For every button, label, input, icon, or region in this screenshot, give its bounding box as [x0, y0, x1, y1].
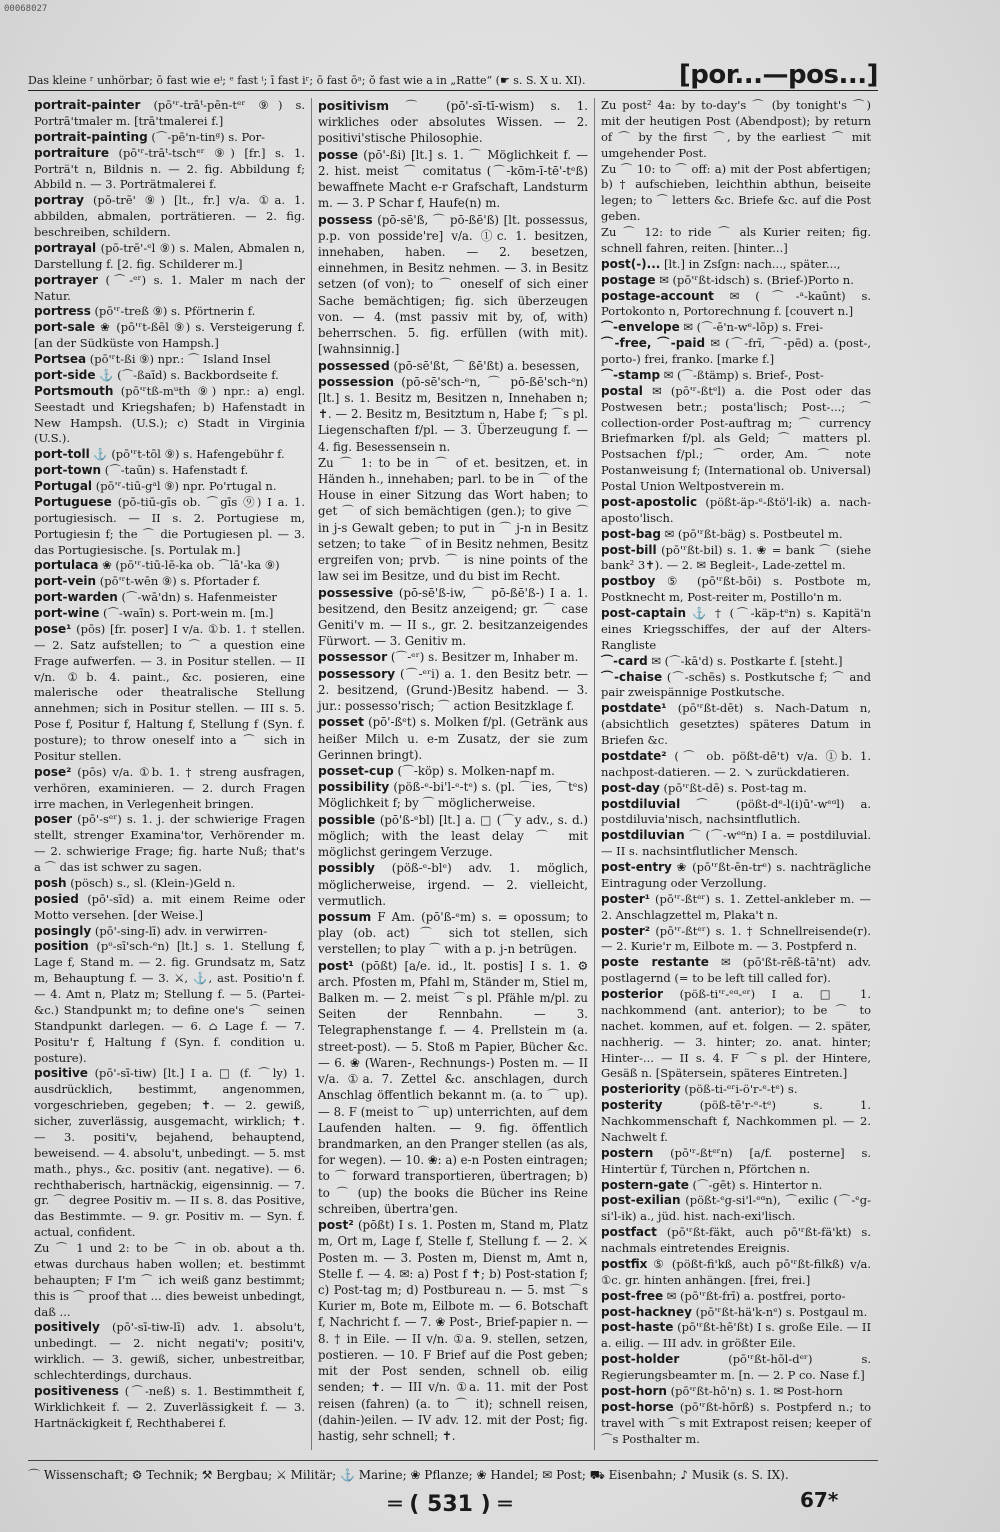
dictionary-columns [28, 98, 878, 1450]
entry-definition: (pō'-sī-tiw) [lt.] I a. □ (f. ⌒ly) 1. ausdrücklich, bestimmt, angenommen, vorgeschrieben, gegeben; ✝. — 2. gewiß, sicher, zuverlässig, ausgemacht, wirklich; ✝. — 3. positi'v, bejahend, behauptend, beweisend. — 4. absolu't, unbedingt. — 5. mst math., phys., &c. positiv (ant. negative). — 6. rechthaberisch, hartnäckig, eigensinnig. — 7. gr. ⌒ degree Positiv m. — II s. 8. das Positive, das Bestimmte. — 9. gr. Positiv m. — Syn. f. actual, confident. [34, 1066, 305, 1240]
entry-headword: posterior [601, 987, 664, 1001]
entry-headword: ⌒-stamp [601, 367, 661, 382]
entry-headword: postdate² [601, 748, 667, 763]
entry-headword: port-town [34, 463, 102, 478]
entry-definition: (⌒-ᵉʳ) s. Besitzer m, Inhaber m. [390, 650, 579, 665]
dictionary-entry [318, 714, 588, 763]
entry-headword: positively [34, 1320, 100, 1335]
dictionary-entry [601, 495, 871, 527]
entry-headword: post-apostolic [601, 494, 698, 509]
entry-definition: ✉ (⌒-ßtämp) s. Brief-, Post- [663, 367, 824, 382]
entry-definition: (pō-sē'ß, ⌒ pō-ßē'ß) [lt. possessus, p.p. von posside're] v/a. ①c. 1. besitzen, innehaben, haben. — 2. besetzen, einnehmen, in Besitz nehmen. — 3. in Besitz setzen (of von); to ⌒ oneself of sich einer Sache bemächtigen; fig. sich überzeugen von. — 4. (mst passiv mit by, of, with) beherrschen. 5. fig. erfüllen (with mit). [wahnsinnig.] [318, 212, 588, 357]
entry-definition: (pō'ʳtß-mᵘth ⑨) npr.: a) engl. Seestadt und Kriegshafen; b) Hafenstadt in New Hampsh. (U.S.); c) Stadt in Virginia (U.S.). [34, 383, 305, 446]
dictionary-entry [318, 812, 588, 861]
entry-definition: (pō'ʳßt-bil) s. 1. ❀ = bank ⌒ (siehe bank² 3✝). — 2. ✉ Begleit-, Lade-zettel m. [601, 542, 872, 573]
dictionary-entry [601, 1289, 871, 1305]
entry-headword: post-horn [601, 1383, 667, 1398]
dictionary-entry [601, 384, 871, 495]
dictionary-entry [318, 358, 588, 374]
entry-definition: (pöß-tē'r-ᵉ-tᵉ) s. 1. Nachkommenschaft f, Nachkommen pl. — 2. Nachwelt f. [601, 1098, 871, 1144]
entry-definition: (pō'ʳ-ßtᵉʳ) s. 1. Zettel-ankleber m. — 2. Anschlagzettel m, Plaka't n. [601, 891, 872, 922]
entry-headword: post-entry [601, 860, 672, 874]
sheet-mark: 67* [800, 1488, 839, 1512]
entry-headword: postdate¹ [601, 701, 667, 716]
dictionary-entry [601, 257, 871, 273]
entry-definition: (⌒-gēt) s. Hintertor n. [692, 1177, 823, 1192]
entry-definition: ✉ (pō'ßt-rēß-tā'nt) adv. postlagernd (= to be left till called for). [601, 955, 871, 986]
entry-headword: port-wine [34, 606, 100, 620]
entry-definition: (pō-trē'-ᵉl ⑨) s. Malen, Abmalen n, Darstellung f. [2. fig. Schilderer m.] [34, 240, 305, 271]
entry-headword: post¹ [318, 958, 354, 973]
entry-definition: (pōßt) [a/e. id., lt. postis] I s. 1. ⚙ arch. Pfosten m, Pfahl m, Ständer m, Stiel m, Balken m. — 2. meist ⌒s pl. Pfähle m/pl. zu Seiten der Rennbahn. — 3. Telegraphenstange f. — 4. Prellstein m (a. street-post). — 5. Stoß m Papier, Bücher &c. — 6. ❀ (Waren-, Rechnungs-) Posten m. — II v/a. ①a. 7. Zettel &c. anschlagen, durch Anschlag öffentlich bekannt m. (a. to ⌒ up). — 8. F (meist to ⌒ up) unterrichten, auf dem Laufenden halten. — 9. fig. öffentlich brandmarken, an den Pranger stellen (as als, for wegen). — 10. ❀: a) e-n Posten eintragen; to ⌒ forward transportieren, übertragen; b) to ⌒ (up) the books die Bücher ins Reine schreiben, übertra'gen. [318, 958, 589, 1216]
entry-definition: (pō-sē'ß-iw, ⌒ pō-ßē'ß-) I a. 1. besitzend, den Besitz anzeigend; gr. ⌒ case Geniti'v m. — II s., gr. 2. besitzanzeigendes Fürwort. — 3. Genitiv m. [318, 585, 588, 649]
entry-headword: portress [34, 304, 91, 319]
entry-headword: possum [318, 909, 372, 924]
dictionary-entry [318, 909, 588, 958]
dictionary-entry [601, 98, 871, 162]
entry-definition: (⌒-wā'dn) s. Hafenmeister [121, 590, 277, 605]
entry-definition: Zu post² 4a: by to-day's ⌒ (by tonight's ⌒) mit der heutigen Post (Abendpost); by return of ⌒ by the first ⌒, by the earliest ⌒ mit umgehender Post. [601, 98, 871, 160]
entry-headword: posh [34, 875, 67, 890]
dictionary-entry [34, 368, 305, 384]
entry-definition: ❀ (pō'ʳßt-ēn-trᵉ) s. nachträgliche Eintragung oder Verzollung. [601, 860, 872, 890]
entry-headword: port-vein [34, 574, 97, 589]
entry-definition: (⌒ ob. pößt-dē't) v/a. ①b. 1. nachpost-datieren. — 2. ↘ zurückdatieren. [601, 748, 871, 779]
dictionary-entry [318, 1217, 588, 1444]
dictionary-entry [318, 649, 588, 665]
dictionary-entry [318, 147, 588, 212]
dictionary-entry [601, 1257, 871, 1289]
entry-definition: (pō'ʳßt-dēt) s. Nach-Datum n, (absichtlich gesetztes) späteres Datum in Briefen &c. [601, 701, 871, 747]
entry-definition: ⚓ (⌒-ßaīd) s. Backbordseite f. [99, 367, 279, 382]
entry-definition: (⌒-köp) s. Molken-napf m. [397, 763, 555, 778]
entry-definition: (pō'ʳt-wēn ⑨) s. Pfortader f. [99, 574, 261, 589]
dictionary-entry [34, 1066, 305, 1241]
entry-headword: post-bag [601, 526, 661, 541]
entry-headword: posingly [34, 923, 92, 938]
entry-definition: (pō'ʳ-trāᵗ-tschᵉʳ ⑨) [fr.] s. 1. Porträ't n, Bildnis n. — 2. fig. Abbildung f; Abbild n. — 3. Porträtmalerei f. [34, 145, 306, 192]
dictionary-entry [318, 779, 588, 811]
entry-headword: poster¹ [601, 891, 651, 906]
entry-definition: ⌒ (⌒-wᵉᵅn) I a. = postdiluvial. — II s. nachsintflutlicher Mensch. [601, 828, 871, 859]
entry-headword: possessive [318, 585, 394, 600]
dictionary-entry [318, 212, 588, 358]
dictionary-entry [601, 543, 871, 575]
entry-headword: port-sale [34, 320, 95, 335]
entry-headword: poste restante [601, 955, 709, 970]
entry-definition: (pößt-ᵉg-si'l-ᵉᵅn), ⌒exilic (⌒-ᵉg-si'l-ik) a., jüd. hist. nach-exi'lisch. [601, 1193, 872, 1224]
pronunciation-key: Das kleine ʳ unhörbar; ō fast wie eⁱ; ᵉ fast ⁱ; ī fast iʳ; ō fast ōᵃ; ŏ fast wie a in „Ratte“ (☛ s. S. X u. XI). [28, 74, 586, 87]
entry-headword: ⌒-chaise [601, 669, 663, 684]
dictionary-entry [318, 763, 588, 779]
entry-headword: post-haste [601, 1320, 674, 1335]
dictionary-entry [34, 98, 305, 130]
entry-definition: (pō'ʳßt-hä'k-nᵉ) s. Postgaul m. [695, 1304, 868, 1319]
entry-definition: [lt.] in Zsſgn: nach..., später..., [664, 256, 841, 271]
entry-definition: (pō'-sing-lī) adv. in verwirren- [94, 923, 268, 938]
dictionary-entry [601, 749, 871, 781]
entry-headword: posied [34, 891, 79, 906]
entry-headword: possibility [318, 780, 390, 795]
entry-definition: (pöß-ti-ᵉʳi-ö'r-ᵉ-tᵉ) s. [684, 1082, 798, 1097]
entry-headword: postfix [601, 1256, 648, 1271]
entry-headword: post-day [601, 780, 660, 795]
entry-definition: ⑤ (pößt-fi'kß, auch pō'ʳßt-filkß) v/a. ①c. gr. hinten anhängen. [frei, frei.] [601, 1256, 871, 1287]
column-left [28, 98, 311, 1450]
entry-definition: (pō'ʳßt-hō'n) s. 1. ✉ Post-horn [670, 1383, 843, 1398]
entry-definition: (pō'ʳßt-hōrß) s. Postpferd n.; to travel with ⌒s mit Extrapost reisen; keeper of ⌒s Posthalter m. [601, 1399, 871, 1446]
entry-headword: portraiture [34, 145, 109, 160]
dictionary-entry [601, 670, 871, 702]
entry-definition: ✉ (⌒-kā'd) s. Postkarte f. [steht.] [651, 653, 843, 668]
entry-headword: post(-)... [601, 256, 661, 271]
entry-headword: post-captain [601, 606, 686, 620]
entry-headword: pose¹ [34, 621, 72, 636]
entry-headword: positiveness [34, 1383, 119, 1398]
dictionary-entry [601, 654, 871, 670]
dictionary-entry [34, 622, 305, 765]
entry-definition: (pō'ʳ-tiū-gᵃl ⑨) npr. Po'rtugal n. [95, 479, 277, 493]
dictionary-entry [34, 479, 305, 495]
entry-headword: position [34, 939, 89, 954]
dictionary-entry [601, 1320, 871, 1352]
dictionary-entry [34, 574, 305, 590]
entry-definition: (pō-tiū-gīs ob. ⌒gīs ⑨) I a. 1. portugiesisch. — II s. 2. Portugiese m, Portugiesin f; the ⌒ die Portugiesen pl. — 3. das Portugiesische. [s. Portulak m.] [34, 494, 305, 557]
entry-headword: positive [34, 1066, 88, 1081]
entry-definition: (⌒-schēs) s. Postkutsche f; ⌒ and pair zweispännige Postkutsche. [601, 669, 871, 700]
dictionary-entry [601, 828, 871, 860]
entry-definition: ✉ (⌒-ē'n-wᵉ-lōp) s. Frei- [683, 320, 824, 335]
entry-headword: portrayal [34, 240, 97, 255]
entry-definition: (pō'-ßᵉt) s. Molken f/pl. (Getränk aus heißer Milch u. e-m Zusatz, der sie zum Gerinnen bringt). [318, 715, 588, 762]
entry-definition: (pōßt) I s. 1. Posten m, Stand m, Platz m, Ort m, Lage f, Stelle f, Stellung f. — 2. ⚔ Posten m. — 3. Posten m, Dienst m, Amt n, Stelle f. — 4. ✉: a) Post f ✝; b) Post-station f; c) Post-tag m; d) Postbureau n. — 5. mst ⌒s Kurier m, Bote m, Eilbote m. — 6. Botschaft f, Nachricht f. — 7. ❀ Post-, Brief-papier n. — 8. † in Eile. — II v/n. ①a. 9. stellen, setzen, postieren. — 10. F Brief auf die Post geben; mit der Post senden, schnell ob. eilig senden; ✝. — III v/n. ①a. 11. mit der Post reisen (fahren) (a. to ⌒ it); schnell reisen, (dahin-)eilen. — IV adv. 12. mit der Post; fig. hastig, sehr schnell; ✝. [318, 1218, 588, 1443]
entry-definition: (pō'ʳ-trāᵗ-pēn-tᵉʳ ⑨) s. Portrā'tmaler m. [trā'tmalerei f.] [34, 98, 306, 128]
entry-definition: (⌒-taūn) s. Hafenstadt f. [104, 463, 249, 478]
dictionary-entry [601, 1146, 871, 1178]
entry-headword: post-exilian [601, 1193, 681, 1208]
entry-definition: Zu ⌒ 10: to ⌒ off: a) mit der Post abfertigen; b) † aufschieben, leichthin abthun, beiseite legen; to ⌒ letters &c. Briefe &c. auf die Post geben. [601, 161, 871, 224]
entry-definition: ✉ (⌒-frī, ⌒-pēd) a. (post-, porto-) frei, franko. [marke f.] [601, 336, 872, 366]
dictionary-entry [601, 289, 871, 321]
dictionary-entry [34, 765, 305, 813]
entry-headword: post-bill [601, 542, 657, 557]
entry-headword: posset-cup [318, 763, 394, 778]
entry-headword: possessor [318, 650, 388, 665]
footer-rule [28, 1460, 878, 1461]
entry-headword: portrait-painting [34, 129, 148, 144]
entry-headword: post-free [601, 1288, 664, 1303]
entry-definition: (pō-sē'ßt, ⌒ ßē'ßt) a. besessen, [393, 358, 580, 373]
dictionary-entry [601, 1098, 871, 1146]
symbol-key: ⌒ Wissenschaft; ⚙ Technik; ⚒ Bergbau; ⚔ Militär; ⚓ Marine; ❀ Pflanze; ❀ Handel; ✉ Post; ⛟ Eisenbahn; ♪ Musik (s. S. IX). [28, 1468, 789, 1482]
dictionary-entry [34, 892, 305, 924]
entry-headword: ⌒-envelope [601, 320, 680, 335]
dictionary-entry [601, 955, 871, 987]
dictionary-entry [601, 527, 871, 543]
entry-headword: postfact [601, 1225, 657, 1240]
entry-definition: (pößt-äp-ᵉ-ßtö'l-ik) a. nach-aposto'lisch. [601, 494, 872, 525]
entry-headword: possible [318, 812, 376, 827]
entry-headword: portrayer [34, 272, 99, 287]
entry-headword: Portsea [34, 352, 87, 366]
entry-headword: portray [34, 193, 84, 208]
dictionary-entry [34, 1241, 305, 1320]
entry-definition: (pō'ʳ-ßtᵉʳ) s. 1. † Schnellreisende(r). — 2. Kurie'r m, Eilbote m. — 3. Postpferd n. [601, 923, 872, 954]
entry-definition: ✉ (pō'ʳßt-frī) a. postfrei, porto- [666, 1288, 846, 1303]
entry-definition: ✉ (pō'ʳ-ßtᵉl) a. die Post oder das Postwesen betr.; posta'lisch; Post-...; ⌒ collection-order Post-auftrag m; ⌒ currency Briefmarken f/pl. als Geld; ⌒ matters pl. Postsachen f/pl.; ⌒ order, Am. ⌒ note Postanweisung f; (International ob. Universal) Postal Union Weltpostverein m. [601, 383, 872, 493]
column-middle [311, 98, 594, 1450]
entry-headword: port-side [34, 367, 96, 382]
entry-headword: positivism [318, 99, 389, 113]
entry-definition: (pō'ʳßt-hōl-dᵉʳ) s. Regierungsbeamter m. [n. — 2. P co. Nase f.] [601, 1352, 872, 1382]
dictionary-entry [601, 368, 871, 384]
dictionary-entry [34, 130, 305, 146]
entry-headword: postal [601, 383, 643, 398]
entry-definition: (pō'ʳ-ßtᵉʳn) [a/f. posterne] s. Hintertür f, Türchen n, Pförtchen n. [601, 1145, 872, 1176]
entry-definition: (pō'ʳt-ßi ⑨) npr.: ⌒ Island Insel [89, 352, 271, 366]
entry-definition: (pō'ß-ᵉbl) [lt.] a. □ (⌒y adv., s. d.) möglich; with the least delay ⌒ mit möglichst geringem Verzuge. [318, 812, 588, 860]
dictionary-entry [34, 1320, 305, 1384]
entry-definition: Zu ⌒ 1: to be in ⌒ of et. besitzen, et. in Händen h., innehaben; parl. to be in ⌒ of the House in einer Sitzung das Wort haben; to get ⌒ of sich bemächtigen (gen.); to give ⌒ in j-s Gewalt geben; to put in ⌒ j-n in Besitz setzen; to take ⌒ of in Besitz nehmen, Besitz ergreifen von; prvb. ⌒ is nine points of the law sei im Besitze, und du bist im Recht. [318, 455, 588, 584]
dictionary-entry [601, 1384, 871, 1400]
dictionary-entry [318, 860, 588, 909]
entry-definition: (pō'ʳßt-hē'ßt) I s. große Eile. — II a. eilig. — III adv. in größter Eile. [601, 1320, 871, 1351]
entry-definition: (⌒-ᵉʳ) s. 1. Maler m nach der Natur. [34, 272, 306, 303]
entry-headword: Portugal [34, 479, 93, 493]
dictionary-entry [601, 924, 871, 956]
dictionary-entry [34, 304, 305, 320]
page-number: ═ ( 531 ) ═ [388, 1492, 512, 1517]
entry-headword: postage [601, 272, 656, 287]
entry-definition: (pō'-sᵉʳ) s. 1. j. der schwierige Fragen stellt, strenger Examina'tor, Verhörender m. — 2. schwierige Frage; fig. harte Nuß; that's a ⌒ das ist schwer zu sagen. [34, 812, 306, 874]
entry-headword: port-warden [34, 590, 118, 605]
entry-headword: posterity [601, 1098, 663, 1113]
dictionary-entry [34, 606, 305, 622]
entry-definition: (pōs) v/a. ①b. 1. † streng ausfragen, verhören, examinieren. — 2. durch Fragen irre machen, in Verlegenheit bringen. [34, 764, 306, 811]
dictionary-entry [34, 495, 305, 559]
dictionary-entry [601, 225, 871, 257]
dictionary-entry [34, 812, 305, 876]
dictionary-entry [601, 701, 871, 749]
entry-headword: posse [318, 147, 359, 162]
dictionary-entry [34, 146, 305, 194]
dictionary-entry [34, 241, 305, 273]
entry-definition: (pō-trē' ⑨) [lt., fr.] v/a. ①a. 1. abbilden, abmalen, porträtieren. — 2. fig. beschreiben, schildern. [34, 193, 305, 239]
dictionary-entry [318, 98, 588, 147]
entry-headword: poster² [601, 923, 651, 938]
dictionary-entry [601, 797, 871, 829]
entry-headword: ⌒-free, ⌒-paid [601, 336, 706, 351]
dictionary-entry [601, 574, 871, 606]
entry-headword: portrait-painter [34, 98, 141, 112]
entry-definition: ⑤ (pō'ʳßt-bōi) s. Postbote m, Postknecht m, Post-reiter m, Postillo'n m. [601, 574, 872, 605]
dictionary-entry [601, 1352, 871, 1384]
dictionary-entry [34, 384, 305, 448]
entry-definition: ✉ (pō'ʳßt-bäg) s. Postbeutel m. [664, 526, 843, 541]
dictionary-entry [601, 1082, 871, 1098]
entry-headword: Portuguese [34, 494, 112, 509]
entry-headword: possibly [318, 861, 375, 876]
entry-definition: (pō'ʳ-treß ⑨) s. Pförtnerin f. [94, 304, 256, 319]
entry-definition: (pöß-ti'ʳ-ᵉᵅ-ᵉʳ) I a. □ 1. nachkommend (ant. anterior); to be ⌒ to nachet. kommen, auf et. folgen. — 2. später, nachherig. — 3. hinter; zo. anat. hinter; Hinter-... — II s. 4. F ⌒s pl. der Hintere, Gesäß n. [Spätersein, späteres Eintreten.] [601, 987, 872, 1081]
dictionary-entry [601, 987, 871, 1082]
entry-definition: ✉ (⌒-ᵃ-kaūnt) s. Portokonto n, Portorechnung f. [couvert n.] [601, 288, 871, 319]
dictionary-entry [601, 336, 871, 368]
entry-headword: port-toll [34, 447, 90, 462]
dictionary-entry [601, 273, 871, 289]
entry-definition: (pösch) s., sl. (Klein-)Geld n. [70, 875, 236, 890]
entry-definition: Zu ⌒ 1 und 2: to be ⌒ in ob. about a th. etwas durchaus haben wollen; et. bestimmt behaupten; F I'm ⌒ ich weiß ganz bestimmt; this is ⌒ proof that ... dies beweist unbedingt, daß ... [34, 1241, 305, 1319]
dictionary-entry [318, 666, 588, 715]
dictionary-entry [34, 273, 305, 305]
entry-definition: F Am. (pō'ß-ᵉm) s. = opossum; to play (ob. act) ⌒ sich tot stellen, sich verstellen; to play ⌒ with a p. j-n betrügen. [318, 909, 588, 957]
entry-headword: posset [318, 715, 364, 730]
dictionary-entry [601, 1225, 871, 1257]
entry-definition: (pō'-sī-tiw-lī) adv. 1. absolu't, unbedingt. — 2. nicht negati'v; positi'v, wirklich. — 3. gewiß, sicher, unbestreitbar, schlechterdings, durchaus. [34, 1320, 306, 1382]
entry-headword: possess [318, 212, 373, 227]
entry-definition: (⌒-neß) s. 1. Bestimmtheit f, Wirklichkeit f. — 2. Zuverlässigkeit f. — 3. Hartnäckigkeit f, Rechthaberei f. [34, 1383, 305, 1430]
entry-definition: ❀ (pō'ʳt-ßēl ⑨) s. Versteigerung f. [an der Südküste von Hampsh.] [34, 320, 306, 351]
dictionary-entry [34, 447, 305, 463]
entry-headword: postdiluvian [601, 828, 685, 843]
dictionary-entry [601, 781, 871, 797]
entry-headword: ⌒-card [601, 653, 648, 668]
entry-definition: ❀ (pō'ʳ-tiū-lē-ka ob. ⌒lā'-ka ⑨) [102, 558, 280, 573]
entry-definition: (⌒-waīn) s. Port-wein m. [m.] [103, 606, 274, 620]
entry-definition: (pöß-ᵉ-blᵉ) adv. 1. möglich, möglicherweise, irgend. — 2. vielleicht, vermutlich. [318, 861, 588, 908]
entry-definition: (⌒-ᵉʳi) a. 1. den Besitz betr. — 2. besitzend, (Grund-)Besitz habend. — 3. jur.: possesso'risch; ⌒ action Besitzklage f. [318, 666, 588, 714]
entry-definition: ⚓ † (⌒-käp-tᵉn) s. Kapitä'n eines Kriegsschiffes, der auf der Alters-Rangliste [601, 606, 872, 652]
dictionary-entry [601, 1400, 871, 1448]
entry-headword: possession [318, 374, 394, 389]
entry-definition: (pō'-ßi) [lt.] s. 1. ⌒ Möglichkeit f. — 2. hist. meist ⌒ comitatus (⌒-kōm-ī-tē'-tᵉß) bewaffnete Macht e-r Grafschaft, Landsturm m. — 3. P Schar f, Haufe(n) m. [318, 147, 588, 211]
running-head: [por...—pos...] [678, 60, 878, 90]
entry-headword: posteriority [601, 1082, 681, 1097]
entry-headword: post-holder [601, 1352, 680, 1367]
entry-headword: Portsmouth [34, 383, 114, 398]
entry-definition: (pō'ʳßt-fäkt, auch pō'ʳßt-fä'kt) s. nachmals eintretendes Ereignis. [601, 1225, 871, 1255]
entry-headword: post-hackney [601, 1304, 692, 1319]
entry-definition: ✉ (pō'ʳßt-idsch) s. (Brief-)Porto n. [659, 272, 854, 287]
dictionary-entry [601, 860, 871, 892]
entry-headword: postern [601, 1145, 654, 1160]
dictionary-entry [34, 876, 305, 892]
entry-headword: possessory [318, 666, 396, 681]
dictionary-entry [318, 455, 588, 585]
entry-headword: possessed [318, 358, 390, 373]
page-header [28, 60, 878, 91]
entry-definition: Zu ⌒ 12: to ride ⌒ als Kurier reiten; fig. schnell fahren, reiten. [hinter...] [601, 225, 871, 255]
entry-definition: ⌒ (pō'-sī-tī-wism) s. 1. wirkliches oder absolutes Wissen. — 2. positivi'stische Philosophie. [318, 99, 588, 146]
entry-headword: postdiluvial [601, 796, 681, 811]
entry-headword: post-horse [601, 1399, 674, 1414]
entry-definition: ⚓ (pō'ʳt-tōl ⑨) s. Hafengebühr f. [93, 447, 285, 462]
dictionary-entry [601, 1305, 871, 1321]
entry-definition: (pō-sē'sch-ᵉn, ⌒ pō-ßē'sch-ᵉn) [lt.] s. 1. Besitz m, Besitzen n, Innehaben n; ✝. — 2. Besitz m, Besitztum n, Habe f; ⌒s pl. Liegenschaften f/pl. — 3. Überzeugung f. — 4. fig. Besessensein n. [318, 374, 588, 454]
dictionary-entry [601, 1178, 871, 1194]
entry-headword: postage-account [601, 288, 714, 303]
dictionary-entry [34, 590, 305, 606]
dictionary-entry [34, 924, 305, 940]
dictionary-entry [601, 892, 871, 924]
dictionary-entry [601, 606, 871, 654]
dictionary-entry [34, 320, 305, 352]
scan-id: 00068027 [4, 4, 48, 14]
dictionary-entry [34, 352, 305, 368]
entry-headword: postern-gate [601, 1177, 689, 1192]
dictionary-entry [601, 320, 871, 336]
dictionary-entry [34, 558, 305, 574]
entry-headword: post² [318, 1218, 354, 1233]
entry-definition: (pō'-sīd) a. mit einem Reime oder Motto versehen. [der Weise.] [34, 891, 305, 922]
entry-definition: (⌒-pē'n-tinᵍ) s. Por- [151, 129, 266, 144]
dictionary-entry [34, 1384, 305, 1432]
dictionary-entry [601, 1193, 871, 1225]
entry-definition: (pᵒ-sī'sch-ᵉn) [lt.] s. 1. Stellung f, Lage f, Stand m. — 2. fig. Grundsatz m, Satz m, Behauptung f. — 3. ⚔, ⚓, ast. Positio'n f. — 4. Amt n, Platz m; Stellung f. — 5. (Partei- &c.) Standpunkt m; to define one's ⌒ seinen Standpunkt darlegen. — 6. ⌂ Lage f. — 7. Positu'r f, Haltung f (Syn. f. condition u. posture). [34, 939, 306, 1065]
entry-headword: portulaca [34, 558, 99, 573]
column-right [594, 98, 877, 1450]
entry-definition: (pöß-ᵉ-bi'l-ᵉ-tᵉ) s. (pl. ⌒ies, ⌒tᵉs) Möglichkeit f; by ⌒ möglicherweise. [318, 780, 588, 811]
dictionary-entry [601, 162, 871, 226]
entry-definition: (pōs) [fr. poser] I v/a. ①b. 1. † stellen. — 2. Satz aufstellen; to ⌒ a question eine Frage aufwerfen. — 3. in Positur stellen. — II v/n. ①b. 4. paint., &c. posieren, eine malerische oder theatralische Stellung annehmen; sich in Positur stellen. — III s. 5. Pose f, Positur f, Haltung f, Stellung f (Syn. f. posture); to throw oneself into a ⌒ sich in Positur stellen. [34, 621, 306, 763]
dictionary-entry [34, 463, 305, 479]
entry-headword: pose² [34, 764, 72, 779]
entry-headword: poser [34, 812, 73, 827]
entry-headword: postboy [601, 574, 656, 589]
dictionary-entry [34, 193, 305, 241]
entry-definition: (pō'ʳßt-dē) s. Post-tag m. [663, 780, 807, 795]
dictionary-entry [318, 958, 588, 1218]
dictionary-entry [34, 939, 305, 1066]
entry-definition: ⌒ (pößt-dᵉ-l(i)ū'-wᵉᵅl) a. postdiluvia'nisch, nachsintflutlich. [601, 796, 872, 827]
dictionary-entry [318, 374, 588, 455]
dictionary-entry [318, 585, 588, 650]
